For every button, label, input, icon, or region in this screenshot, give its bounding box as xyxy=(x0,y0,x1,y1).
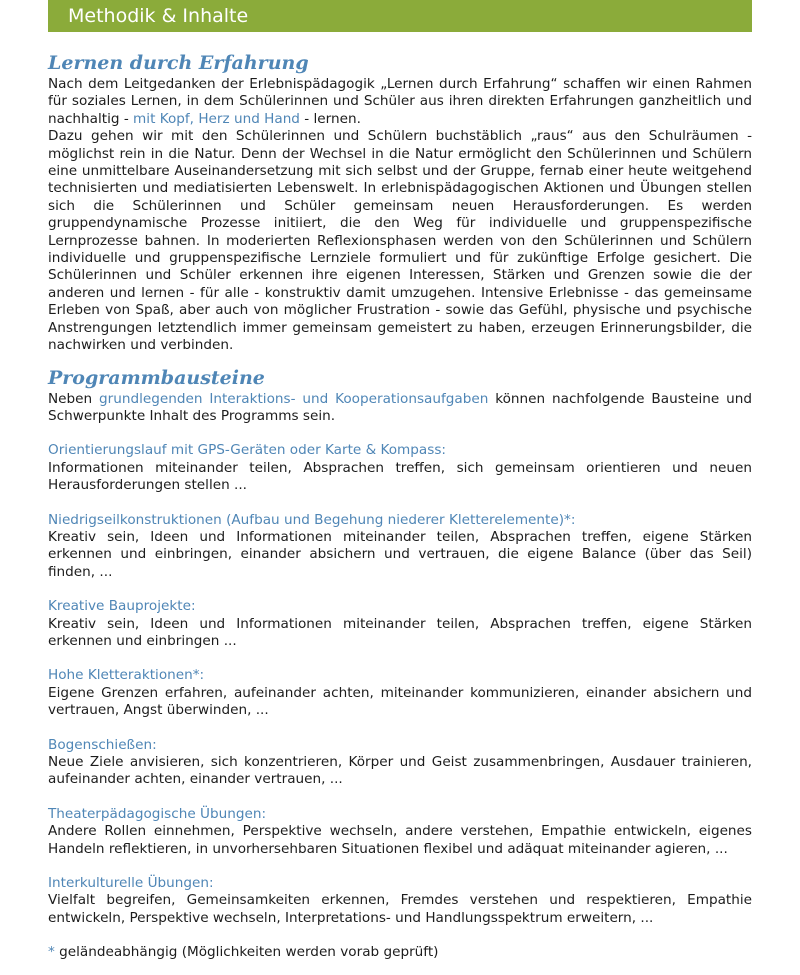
module-text: Vielfalt begreifen, Gemeinsamkeiten erkennen, Fremdes verstehen und respektieren, Empathie entwickeln, Perspektive wechseln, Interpretations- und Handlungsspektrum erweitern, ... xyxy=(48,892,752,926)
module-title: Interkulturelle Übungen: xyxy=(48,875,214,892)
content-body xyxy=(48,50,752,975)
module-text: Kreativ sein, Ideen und Informationen miteinander teilen, Absprachen treffen, eigene Stärken erkennen und einbringen ... xyxy=(48,615,752,649)
heading-lernen-durch-erfahrung: Lernen durch Erfahrung xyxy=(48,52,309,74)
footnote-text: geländeabhängig (Möglichkeiten werden vorab geprüft) xyxy=(54,944,439,961)
module-text: Kreativ sein, Ideen und Informationen miteinander teilen, Absprachen treffen, eigene Stärken erkennen und einbringen, einander absichern und vertrauen, die eigene Balance (über das Seil) finden, ... xyxy=(48,528,752,580)
intro-text-end: - lernen. xyxy=(299,110,361,127)
module-title: Niedrigseilkonstruktionen (Aufbau und Begehung niederer Kletterelemente)*: xyxy=(48,511,576,528)
section-banner xyxy=(48,0,752,32)
highlight-interaktionsaufgaben: grundlegenden Interaktions- und Kooperationsaufgaben xyxy=(99,390,489,407)
intro-paragraph xyxy=(48,76,752,128)
program-intro-start: Neben xyxy=(48,390,100,407)
module-title: Bogenschießen: xyxy=(48,736,157,753)
footnote-star: * xyxy=(48,944,55,961)
footnote xyxy=(48,944,752,961)
module-theaterpaedagogik xyxy=(48,806,752,858)
module-title: Kreative Bauprojekte: xyxy=(48,598,196,615)
module-bogenschiessen xyxy=(48,737,752,789)
module-bauprojekte xyxy=(48,598,752,650)
module-hohe-kletteraktionen xyxy=(48,667,752,719)
module-title: Theaterpädagogische Übungen: xyxy=(48,805,267,822)
program-intro xyxy=(48,391,752,426)
banner-title: Methodik & Inhalte xyxy=(68,5,249,27)
module-niedrigseil xyxy=(48,512,752,582)
intro-text-start: Nach dem Leitgedanken der Erlebnispädagogik „Lernen durch Erfahrung“ schaffen wir einen Rahmen für soziales Lernen, in dem Schülerinnen und Schüler aus ihren direkten Erfahrungen ganzheitlich und nachhaltig - xyxy=(48,76,752,127)
module-title: Hohe Kletteraktionen*: xyxy=(48,667,205,684)
highlight-kopf-herz-hand: mit Kopf, Herz und Hand xyxy=(133,110,300,127)
heading-programmbausteine: Programmbausteine xyxy=(48,366,265,389)
module-text: Eigene Grenzen erfahren, aufeinander achten, miteinander kommunizieren, einander absichern und vertrauen, Angst überwinden, ... xyxy=(48,684,752,719)
module-text: Informationen miteinander teilen, Absprachen treffen, sich gemeinsam orientieren und neuen Herausforderungen stellen ... xyxy=(48,459,752,494)
module-text: Andere Rollen einnehmen, Perspektive wechseln, andere verstehen, Empathie entwickeln, eigenes Handeln reflektieren, in unvorhersehbaren Situationen flexibel und adäquat miteinander agieren, ... xyxy=(48,823,752,857)
module-text: Neue Ziele anvisieren, sich konzentrieren, Körper und Geist zusammenbringen, Ausdauer trainieren, aufeinander achten, einander vertrauen, ... xyxy=(48,754,752,788)
method-paragraph: Dazu gehen wir mit den Schülerinnen und Schülern buchstäblich „raus“ aus den Schulräumen - möglichst rein in die Natur. Denn der Wechsel in die Natur ermöglicht den Schülerinnen und Schülern eine unmittelbare Auseinandersetzung mit sich selbst und der Gruppe, fernab einer heute weitgehend technisierten und mediatisierten Lebenswelt. In erlebnispädagogischen Aktionen und Übungen stellen sich die Schülerinnen und Schüler gemeinsam neuen Herausforderungen. Es werden gruppendynamische Prozesse initiiert, die den Weg für individuelle und gruppenspezifische Lernprozesse bahnen. In moderierten Reflexionsphasen werden von den Schülerinnen und Schülern individuelle und gruppenspezifische Lernziele formuliert und für zukünftige Erfolge gesichert. Die Schülerinnen und Schüler erkennen ihre eigenen Interessen, Stärken und Grenzen sowie die der anderen und lernen - für alle - konstruktiv damit umzugehen. Intensive Erlebnisse - das gemeinsame Erleben von Spaß, aber auch von möglicher Frustration - sowie das Gefühl, physische und psychische Anstrengungen letztendlich immer gemeinsam gemeistert zu haben, erzeugen Erinnerungsbilder, die nachwirken und verbinden. xyxy=(48,128,752,354)
module-orientierungslauf xyxy=(48,442,752,494)
module-interkulturell xyxy=(48,875,752,927)
program-intro-end: können nachfolgende Bausteine und Schwerpunkte Inhalt des Programms sein. xyxy=(48,390,752,424)
module-title: Orientierungslauf mit GPS-Geräten oder Karte & Kompass: xyxy=(48,442,447,459)
